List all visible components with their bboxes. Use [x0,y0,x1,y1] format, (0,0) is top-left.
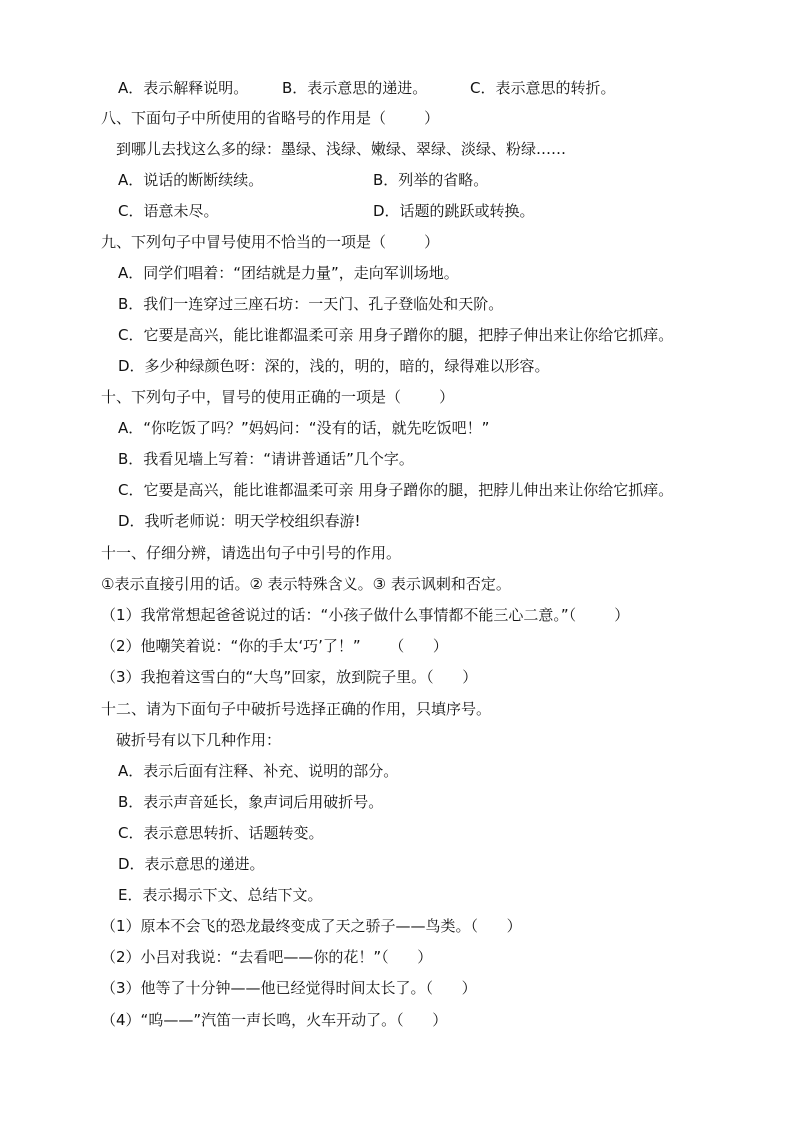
q12-sentence-1: （1）原本不会飞的恐龙最终变成了天之骄子——鸟类。（ ） [101,917,522,935]
q12-intro: 破折号有以下几种作用： [116,731,282,749]
q12-option-a: A．表示后面有注释、补充、说明的部分。 [118,762,399,780]
q11-options: ①表示直接引用的话。② 表示特殊含义。③ 表示讽刺和否定。 [101,575,511,593]
q11-sentence-3: （3）我抱着这雪白的“大鸟”回家，放到院子里。（ ） [101,668,478,686]
q8-option-c: C．语意未尽。 [118,202,219,220]
q7-option-b: B．表示意思的递进。 [282,79,428,97]
q12-option-e: E．表示揭示下文、总结下文。 [118,886,323,904]
q9-option-b: B．我们一连穿过三座石坊：一天门、孔子登临处和天阶。 [118,295,504,313]
q11-sentence-2: （2）他嘲笑着说：“你的手太‘巧’了！” （ ） [101,637,448,655]
q12-sentence-4: （4）“呜——”汽笛一声长鸣，火车开动了。（ ） [101,1011,448,1029]
q8-sentence: 到哪儿去找这么多的绿：墨绿、浅绿、嫩绿、翠绿、淡绿、粉绿…… [116,140,567,158]
q11-stem: 十一、仔细分辨，请选出句子中引号的作用。 [101,544,402,562]
q12-sentence-2: （2）小吕对我说：“去看吧——你的花！”（ ） [101,948,433,966]
q9-option-d: D．多少种绿颜色呀：深的，浅的，明的，暗的，绿得难以形容。 [118,357,550,375]
q9-option-a: A．同学们唱着：“团结就是力量”，走向军训场地。 [118,264,459,282]
q10-option-c: C．它要是高兴，能比谁都温柔可亲 用身子蹭你的腿，把脖儿伸出来让你给它抓痒。 [118,481,674,499]
q8-option-b: B．列举的省略。 [373,171,489,189]
q12-sentence-3: （3）他等了十分钟——他已经觉得时间太长了。（ ） [101,979,477,997]
q9-stem: 九、下列句子中冒号使用不恰当的一项是（ ） [101,233,440,251]
q8-option-d: D．话题的跳跃或转换。 [373,202,535,220]
q7-option-c: C．表示意思的转折。 [470,79,616,97]
q12-option-b: B．表示声音延长，象声词后用破折号。 [118,793,384,811]
q10-option-d: D．我听老师说：明天学校组织春游! [118,512,361,530]
q12-option-c: C．表示意思转折、话题转变。 [118,824,324,842]
q7-option-a: A．表示解释说明。 [118,79,249,97]
q11-sentence-1: （1）我常常想起爸爸说过的话：“小孩子做什么事情都不能三心二意。”（ ） [101,606,630,624]
q8-stem: 八、下面句子中所使用的省略号的作用是（ ） [101,109,440,127]
q12-stem: 十二、请为下面句子中破折号选择正确的作用，只填序号。 [101,700,492,718]
q12-option-d: D．表示意思的递进。 [118,855,265,873]
q10-option-b: B．我看见墙上写着：“请讲普通话”几个字。 [118,450,414,468]
q9-option-c: C．它要是高兴，能比谁都温柔可亲 用身子蹭你的腿，把脖子伸出来让你给它抓痒。 [118,326,674,344]
q8-option-a: A．说话的断断续续。 [118,171,264,189]
q10-stem: 十、下列句子中，冒号的使用正确的一项是（ ） [101,388,455,406]
q10-option-a: A．“你吃饭了吗？”妈妈问：“没有的话，就先吃饭吧！” [118,419,490,437]
